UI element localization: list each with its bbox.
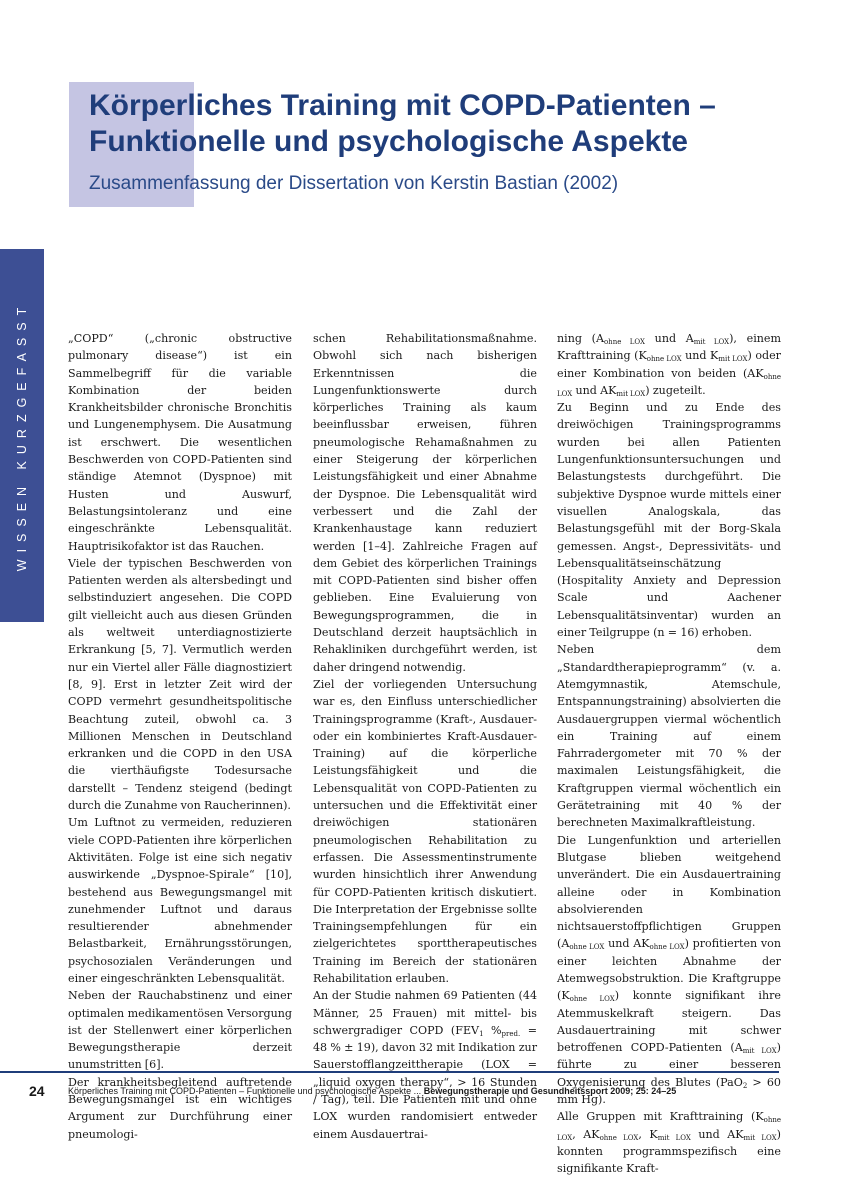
article-subtitle: Zusammenfassung der Dissertation von Kerstin Bastian (2002) <box>89 173 619 194</box>
footer-citation <box>68 1086 676 1096</box>
journal-citation: Bewegungstherapie und Gesundheitssport 2009; 25: 24–25 <box>423 1086 677 1096</box>
article-title <box>89 88 789 160</box>
section-side-tab <box>0 249 44 622</box>
paragraph: Zu Beginn und zu Ende des dreiwöchigen Trainingsprogramms wurden bei allen Patienten Lungenfunktionsuntersuchungen und Belastungstests durchgeführt. Die subjektive Dyspnoe wurde mittels einer visuellen Analogskala, das Belastungsgefühl mit der Borg-Skala gemessen. Angst-, Depressivitäts- und Lebensqualitätseinschätzung (Hospitality Anxiety and Depression Scale und Aachener Lebensqualitätsinventar) wurden an einer Teilgruppe (n = 16) erhoben. <box>557 401 781 640</box>
text-column-3 <box>557 330 781 1178</box>
paragraph-results: Die Lungenfunktion und arteriellen Blutgase blieben weitgehend unverändert. Die ein Ausdauertraining alleine oder in Kombination absolvierenden nichtsauerstoffpflichtigen Gruppen ($A_{ohne LOX}$ und $AK_{ohne LOX}$) profitierten von einer leichten Abnahme der Atemwegsobstruktion. Die Kraftgruppe $(K_{ohne LOX})$ konnte signifikant ihre Atemmuskelkraft steigern. Das Ausdauertraining mit schwer betroffenen COPD-Patienten $(A_{mit LOX})$ führte zu einer besseren Oxygenisierung des Blutes (PaO$_2$ > 60 mm Hg). <box>557 833 781 1107</box>
text-column-1 <box>68 330 292 1143</box>
paragraph-study-participants: An der Studie nahmen 69 Patienten (44 Männer, 25 Frauen) mit mittel- bis schwergradiger COPD ($FEV_1$ $\%_{pred.} = 48$ % ± 19), davon 32 mit Indikation zur Sauerstofflangzeittherapie (LOX = „liquid oxygen therapy“, > 16 Stunden / Tag), teil. Die Patienten mit und ohne LOX wurden randomisiert entweder einem Ausdauertrai- <box>313 989 537 1141</box>
paragraph: schen Rehabilitationsmaßnahme. Obwohl sich nach bisherigen Erkenntnissen die Lungenfunktionswerte durch körperliches Training als kaum beeinflussbar erweisen, führen pneumologische Rehamaßnahmen zu einer Steigerung der körperlichen Leistungsfähigkeit und einer Abnahme der Dyspnoe. Die Lebensqualität wird verbessert und die Zahl der Krankenhaustage kann reduziert werden [1–4]. Zahlreiche Fragen auf dem Gebiet des körperlichen Trainings mit COPD-Patienten sind bisher offen geblieben. Eine Evaluierung von Bewegungsprogrammen, die in Deutschland derzeit hauptsächlich in Rehakliniken durchgeführt werden, ist daher dringend notwendig. <box>313 332 537 674</box>
text-column-2 <box>313 330 537 1143</box>
paragraph: „COPD“ („chronic obstructive pulmonary disease“) ist ein Sammelbegriff für die variable Kombination der beiden Krankheitsbilder chronische Bronchitis und Lungenemphysem. Die Ausatmung ist erschwert. Die wesentlichen Beschwerden von COPD-Patienten sind ständige Atemnot (Dyspnoe) mit Husten und Auswurf, Belastungsintoleranz und eine eingeschränkte Lebensqualität. Hauptrisikofaktor ist das Rauchen. <box>68 332 292 553</box>
paragraph: Neben der Rauchabstinenz und einer optimalen medikamentösen Versorgung ist der Stellenwert einer körperlichen Bewegungstherapie derzeit unumstritten [6]. <box>68 989 292 1072</box>
paragraph: Der krankheitsbegleitend auftretende Bewegungsmangel ist ein wichtiges Argument zur Durchführung einer pneumologi- <box>68 1075 292 1141</box>
title-line-1: Körperliches Training mit COPD-Patienten – <box>89 89 716 122</box>
section-label: WISSEN KURZGEFASST <box>15 300 29 571</box>
title-line-2: Funktionelle und psychologische Aspekte <box>89 125 688 158</box>
page-number: 24 <box>29 1083 45 1099</box>
paragraph-strength-results: Alle Gruppen mit Krafttraining ($K_{ohne LOX}$, $AK_{ohne LOX}$, $K_{mit LOX}$ und $AK_{mit LOX}$) konnten programmspezifisch eine signifikante Kraft- <box>557 1110 781 1176</box>
running-title: Körperliches Training mit COPD-Patienten – Funktionelle und psychologische Aspekte ... <box>68 1086 422 1096</box>
paragraph: Neben dem „Standardtherapieprogramm“ (v. a. Atemgymnastik, Atemschule, Entspannungstraining) absolvierten die Ausdauergruppen viermal wöchentlich ein Training auf einem Fahrradergometer mit 70 % der maximalen Leistungsfähigkeit, die Kraftgruppen viermal wöchentlich ein Gerätetraining mit 40 % der berechneten Maximalkraftleistung. <box>557 643 781 830</box>
paragraph: Viele der typischen Beschwerden von Patienten werden als altersbedingt und selbstinduziert angesehen. Die COPD gilt vielleicht auch aus diesen Gründen als weltweit unterdiagnostizierte Erkrankung [5, 7]. Vermutlich werden nur ein Viertel aller Fälle diagnostiziert [8, 9]. Erst in letzter Zeit wird der COPD vermehrt gesundheitspolitische Beachtung zuteil, obwohl ca. 3 Millionen Menschen in Deutschland erkranken und die COPD in den USA die vierthäufigste Todesursache darstellt – Tendenz steigend (bedingt durch die Zunahme von Raucherinnen). <box>68 556 292 813</box>
paragraph-group-assignment: ning ($A_{ohne LOX}$ und $A_{mit LOX}$), einem Krafttraining ($K_{ohne LOX}$ und $K_{mit LOX}$) oder einer Kombination von beiden ($AK_{ohne LOX}$ und $AK_{mit LOX}$) zugeteilt. <box>557 332 781 398</box>
paragraph: Um Luftnot zu vermeiden, reduzieren viele COPD-Patienten ihre körperlichen Aktivitäten. Folge ist eine sich negativ auswirkende „Dyspnoe-Spirale“ [10], bestehend aus Bewegungsmangel mit zunehmender Luftnot und daraus resultierender abnehmender Belastbarkeit, Ernährungsstörungen, psychosozialen Veränderungen und einer eingeschränkten Lebensqualität. <box>68 816 292 985</box>
footer-rule <box>0 1071 779 1073</box>
paragraph: Ziel der vorliegenden Untersuchung war es, den Einfluss unterschiedlicher Trainingsprogramme (Kraft-, Ausdauer- oder ein kombiniertes Kraft-Ausdauer-Training) auf die körperliche Leistungsfähigkeit und die Lebensqualität von COPD-Patienten zu untersuchen und die Effektivität einer dreiwöchigen stationären pneumologischen Rehabilitation zu erfassen. Die Assessmentinstrumente wurden hinsichtlich ihrer Anwendung für COPD-Patienten kritisch diskutiert. Die Interpretation der Ergebnisse sollte Trainingsempfehlungen für ein zielgerichtetes sporttherapeutisches Training im Bereich der stationären Rehabilitation erlauben. <box>313 677 537 985</box>
